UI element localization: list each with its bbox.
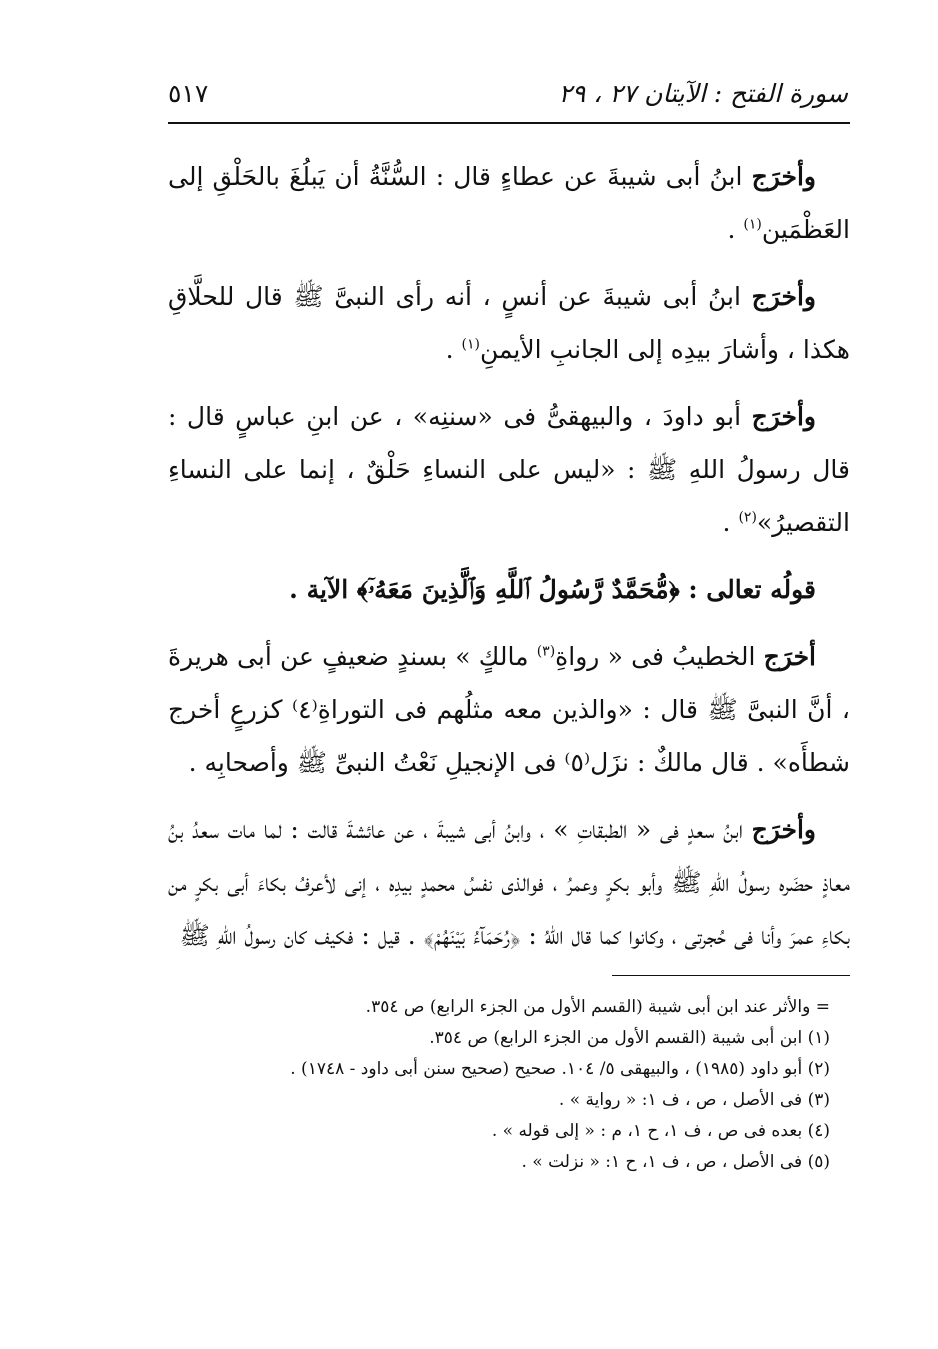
paragraph-lead: قولُه تعالى : (688, 575, 816, 604)
footnote-marker: (١) (461, 336, 480, 353)
paragraph-text: ابنُ سعدٍ فى « الطبقاتِ » ، وابنُ أبى شيبةَ ، عن عائشةَ قالت : لما مات سعدُ بنُ معاذٍ حضَره رسولُ اللهِ ﷺ وأبو بكرٍ وعمرُ ، فوالذى نفسُ محمدٍ بيدِه ، إنى لأعرفُ بكاءَ أبى بكرٍ من بكاءِ عمرَ وأنا فى حُجرتى ، وكانوا كما قال اللهُ : ﴿رُحَمَآءُ بَيْنَهُمْ﴾ . قيل : فكيف كان رسولُ اللهِ ﷺ (168, 815, 850, 950)
footnote: (١) ابن أبى شيبة (القسم الأول من الجزء الرابع) ص ٣٥٤. (429, 1028, 830, 1048)
paragraph-lead: وأخرَج (751, 402, 816, 431)
main-text (168, 150, 850, 976)
paragraph-text: ابنُ أبى شيبةَ عن عطاءٍ قال : السُّنَّةُ أن يَبلُغَ بالحَلْقِ إلى العَظْمَين (168, 162, 850, 244)
paragraph-tail: . (445, 335, 462, 364)
footnote-marker: (٢) (738, 509, 757, 526)
footnote-marker: (٣) (536, 643, 556, 660)
paragraph-text: ﴿مُّحَمَّدٌ رَّسُولُ ٱللَّهِ وَٱلَّذِينَ مَعَهُۥٓ﴾ الآية . (289, 575, 689, 604)
footnote: (٤) بعده فى ص ، ف ١، ح ١، م : « إلى قوله » . (491, 1121, 830, 1141)
paragraph-text: الخطيبُ فى « رواةِ (555, 642, 764, 671)
paragraph-text: ابنُ أبى شيبةَ عن أنسٍ ، أنه رأى النبىَّ ﷺ قال للحلَّاقِ هكذا ، وأشارَ بيدِه إلى الجانبِ الأيمنِ (168, 282, 850, 364)
paragraph-tail: مالكٍ » بسندٍ ضعيفٍ عن أبى هريرةَ ، أنَّ النبىَّ ﷺ قال : «والذين معه مثلُهم فى التوراةِ⁽٤⁾ كزرعٍ أخرج شطأَه» . قال مالكٌ : نزَل⁽٥⁾ فى الإنجيلِ نَعْتُ النبىِّ ﷺ وأصحابِه . (168, 642, 850, 777)
paragraph-tail: . (727, 215, 744, 244)
paragraph-tail: . (722, 508, 739, 537)
page-header (168, 78, 848, 118)
footnote: (٣) فى الأصل ، ص ، ف ١: « رواية » . (558, 1090, 830, 1110)
page-number: ٥١٧ (168, 79, 209, 108)
header-rule (168, 122, 850, 124)
footnotes (168, 992, 850, 1178)
footnote-marker: (١) (743, 216, 762, 233)
paragraph-lead: وأخرَج (751, 282, 816, 311)
footnote: (٢) أبو داود (١٩٨٥) ، والبيهقى ٥/ ١٠٤. صحيح (صحيح سنن أبى داود - ١٧٤٨) . (290, 1059, 830, 1079)
paragraph-lead: وأخرَج (751, 815, 816, 844)
footnote-rule (612, 975, 850, 976)
paragraph-text: أبو داودَ ، والبيهقىُّ فى «سننِه» ، عن ابنِ عباسٍ قال : قال رسولُ اللهِ ﷺ : «ليس على النساءِ حَلْقٌ ، إنما على النساءِ التقصيرُ» (168, 402, 850, 537)
paragraph (168, 803, 850, 962)
paragraph (168, 390, 850, 549)
paragraph-lead: وأخرَج (751, 162, 816, 191)
paragraph (168, 270, 850, 376)
verse-heading (168, 563, 850, 616)
footnote: (٥) فى الأصل ، ص ، ف ١، ح ١: « نزلت » . (521, 1152, 830, 1172)
footnote: = والأثر عند ابن أبى شيبة (القسم الأول من الجزء الرابع) ص ٣٥٤. (365, 997, 830, 1017)
paragraph (168, 630, 850, 789)
paragraph-lead: أخرَج (763, 642, 816, 671)
running-title: سورة الفتح : الآيتان ٢٧ ، ٢٩ (558, 79, 848, 108)
paragraph (168, 150, 850, 256)
